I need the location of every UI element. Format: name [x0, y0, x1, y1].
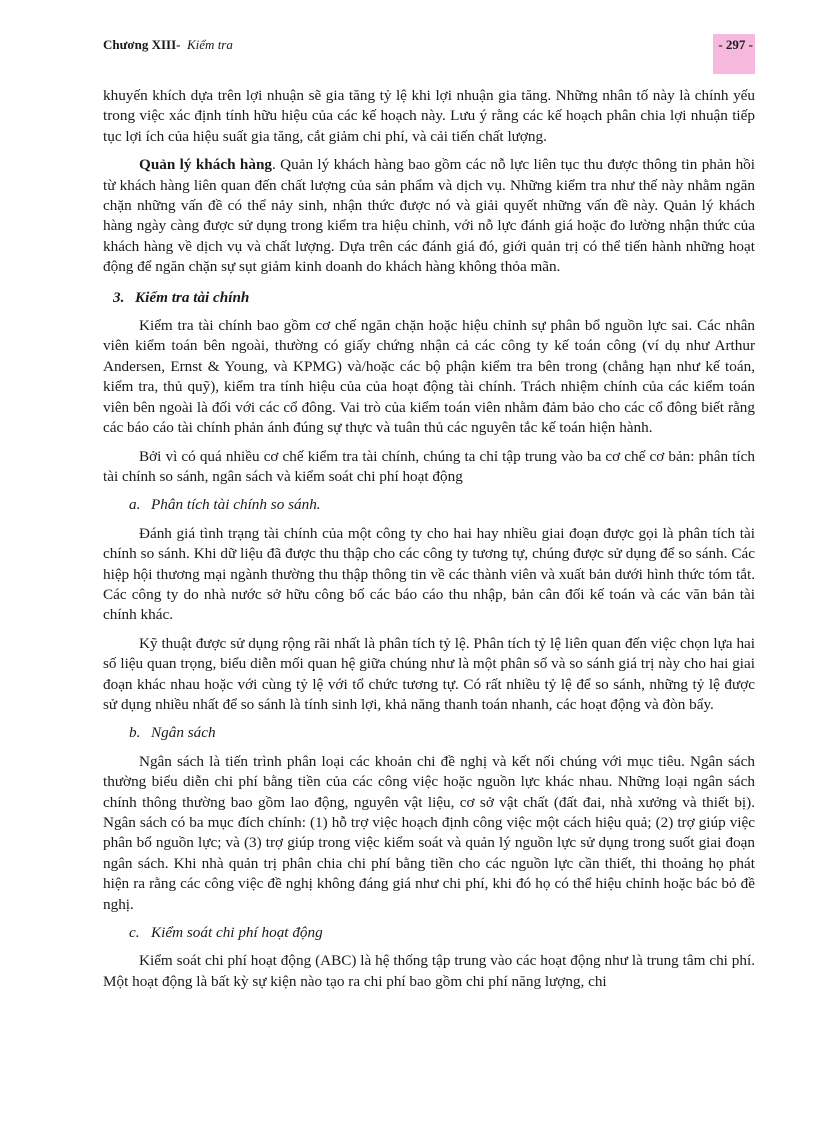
document-body [103, 86, 755, 992]
subsection-c-title: Kiểm soát chi phí hoạt động [151, 924, 323, 942]
section-3-heading [103, 288, 755, 308]
subsection-c-heading [103, 923, 755, 943]
paragraph-ratio-analysis: Kỹ thuật được sử dụng rộng rãi nhất là phân tích tỷ lệ. Phân tích tỷ lệ liên quan đến việc chọn lựa hai số liệu quan trọng, biểu diễn mối quan hệ giữa chúng như là một phân số và so sánh giá trị này cho hai giai đoạn khác nhau hoặc với cùng tỷ lệ với tổ chức tương tự. Có rất nhiều tỷ lệ để so sánh, những tỷ lệ được sử dụng nhiều nhất để so sánh là tính sinh lợi, khả năng thanh toán nhanh, các hoạt động và đòn bẩy. [103, 634, 755, 713]
customer-management-text: . Quản lý khách hàng bao gồm các nỗ lực liên tục thu được thông tin phản hồi từ khách hàng liên quan đến chất lượng của sản phẩm và dịch vụ. Những kiểm tra như thế này nhằm ngăn chặn những vấn đề có thể nảy sinh, nhận thức được nó và giải quyết những vấn đề này. Quản lý khách hàng ngày càng được sử dụng trong kiểm tra hiệu chỉnh, với nỗ lực đánh giá hoặc đo lường nhận thức của khách hàng về dịch vụ và chất lượng. Dựa trên các đánh giá đó, giới quản trị có thể tiến hành những hoạt động để ngăn chặn sự sụt giảm kinh doanh do khách hàng không thỏa mãn. [103, 156, 755, 276]
customer-management-heading: Quản lý khách hàng [139, 156, 272, 174]
paragraph-customer-management [103, 155, 755, 277]
subsection-c-label: c. [129, 924, 140, 942]
page-number: - 297 - [718, 37, 753, 52]
paragraph-mechanisms: Bởi vì có quá nhiều cơ chế kiểm tra tài chính, chúng ta chỉ tập trung vào ba cơ chế cơ bản: phân tích tài chính so sánh, ngân sách và kiểm soát chi phí hoạt động [103, 447, 755, 485]
page-number-box [713, 34, 755, 74]
section-3-number: 3. [113, 288, 125, 306]
chapter-label: Chương XIII- [103, 37, 181, 52]
chapter-heading [103, 37, 233, 53]
subsection-a-label: a. [129, 496, 141, 514]
subsection-a-heading [103, 495, 755, 515]
paragraph-comparative-analysis: Đánh giá tình trạng tài chính của một công ty cho hai hay nhiều giai đoạn được gọi là phân tích tài chính so sánh. Khi dữ liệu đã được thu thập cho các công ty tương tự, chúng được sử dụng để so sánh. Các hiệp hội thương mại ngành thường thu thập thông tin về các thành viên và xuất bản dưới hình thức tóm tắt. Các công ty do nhà nước sở hữu công bố các báo cáo thu nhập, bản cân đối kế toán và các văn bản tài chính khác. [103, 524, 755, 624]
section-3-title: Kiểm tra tài chính [135, 288, 250, 306]
paragraph-budget: Ngân sách là tiến trình phân loại các khoản chi đề nghị và kết nối chúng với mục tiêu. Ngân sách thường biểu diễn chi phí bằng tiền của các công việc hoặc nguồn lực khác nhau. Những loại ngân sách chính thông thường bao gồm lao động, nguyên vật liệu, cơ sở vật chất (đất đai, nhà xưởng và thiết bị). Ngân sách có ba mục đích chính: (1) hỗ trợ việc hoạch định công việc một cách hiệu quả; (2) trợ giúp việc phân bổ nguồn lực; và (3) trợ giúp trong việc kiểm soát và quản lý nguồn lực sử dụng trong suốt giai đoạn ngân sách. Khi nhà quản trị phân chia chi phí bằng tiền cho các nguồn lực cần thiết, thi thoảng họ phát hiện ra rằng các công việc đề nghị không đáng giá như chi phí, khi đó họ có thể hiệu chỉnh hoặc bác bỏ đề nghị. [103, 752, 755, 913]
page-header [103, 34, 755, 74]
subsection-b-title: Ngân sách [151, 724, 216, 742]
subsection-b-heading [103, 723, 755, 743]
subsection-b-label: b. [129, 724, 141, 742]
subsection-a-title: Phân tích tài chính so sánh. [151, 496, 321, 514]
paragraph-continuation: khuyến khích dựa trên lợi nhuận sẽ gia tăng tỷ lệ khi lợi nhuận gia tăng. Những nhân tố này là chính yếu trong việc xác định tính hữu hiệu của các kế hoạch này. Lưu ý rằng các kế hoạch phân chia lợi nhuận tiếp tục lợi ích của hiệu suất gia tăng, cắt giảm chi phí, và cải tiến chất lượng. [103, 87, 755, 145]
chapter-title: Kiểm tra [187, 37, 233, 52]
paragraph-activity-cost: Kiểm soát chi phí hoạt động (ABC) là hệ thống tập trung vào các hoạt động như là trung tâm chi phí. Một hoạt động là bất kỳ sự kiện nào tạo ra chi phí bao gồm chi phí năng lượng, chi [103, 952, 755, 990]
paragraph-financial-control: Kiểm tra tài chính bao gồm cơ chế ngăn chặn hoặc hiệu chỉnh sự phân bổ nguồn lực sai. Các nhân viên kiểm toán bên ngoài, thường có giấy chứng nhận cả các công ty kế toán công (ví dụ như Arthur Andersen, Ernst & Young, và KPMG) và/hoặc các bộ phận kiểm tra bên trong (chẳng hạn như kế toán, kiểm tra, thủ quỹ), kiểm tra tính hiệu của của hoạt động tài chính. Trách nhiệm chính của các kiểm toán viên bên ngoài là đối với các cổ đông. Vai trò của kiểm toán viên nhằm đảm bảo cho các cổ đông biết rằng các báo cáo tài chính phản ánh đúng sự thực và tuân thủ các nguyên tắc kế toán hiện hành. [103, 317, 755, 437]
